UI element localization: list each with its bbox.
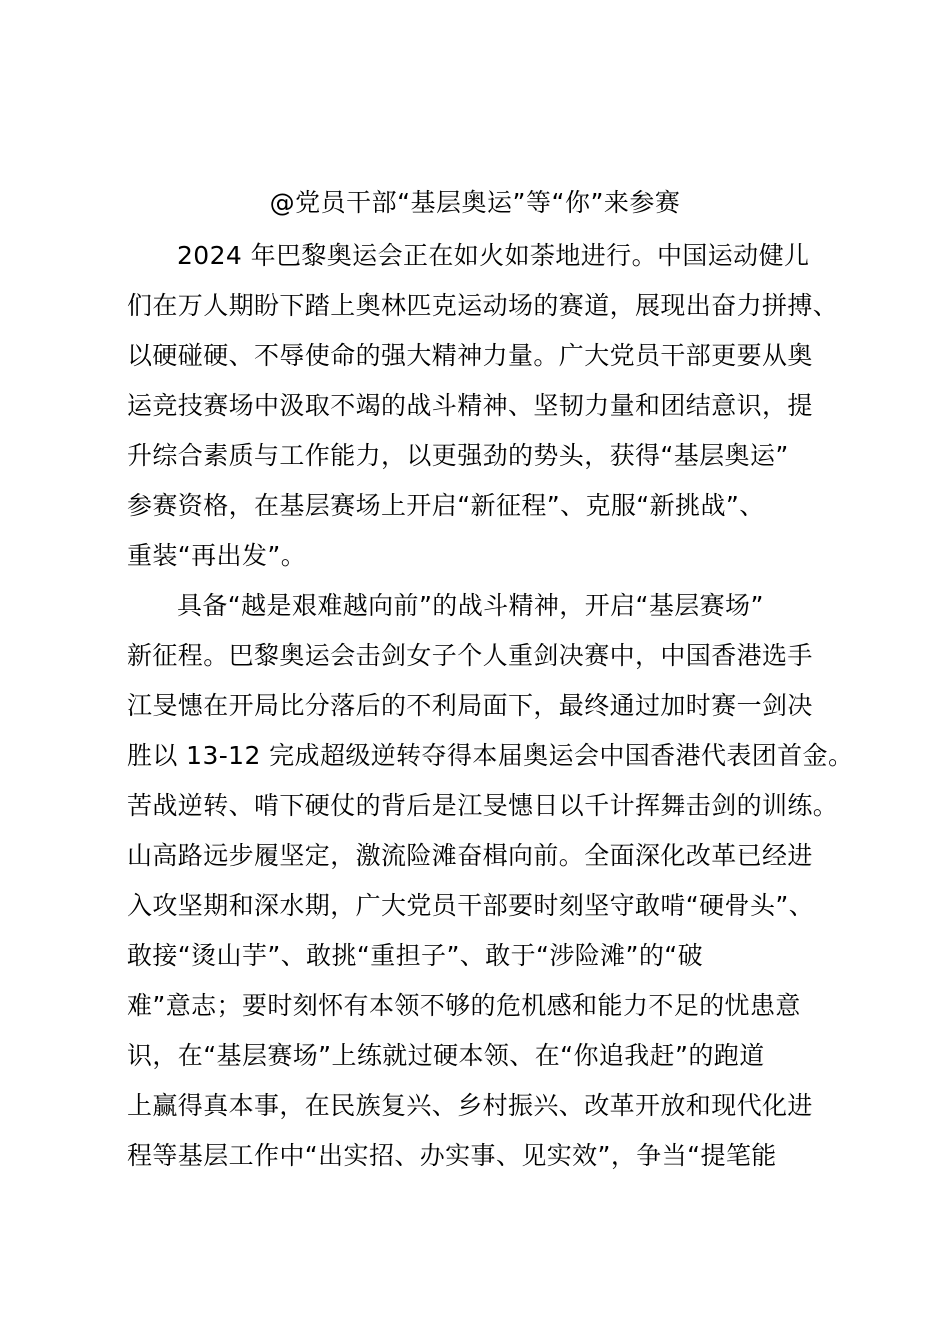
paragraph-line: 上赢得真本事，在民族复兴、乡村振兴、改革开放和现代化进 bbox=[127, 1091, 813, 1120]
paragraph-line: 山高路远步履坚定，激流险滩奋楫向前。全面深化改革已经进 bbox=[127, 841, 813, 870]
paragraph-line: 们在万人期盼下踏上奥林匹克运动场的赛道，展现出奋力拼搏、 bbox=[127, 291, 839, 320]
paragraph-line: 程等基层工作中“出实招、办实事、见实效”，争当“提笔能 bbox=[127, 1141, 777, 1170]
paragraph-line: 入攻坚期和深水期，广大党员干部要时刻坚守敢啃“硬骨头”、 bbox=[127, 891, 815, 920]
paragraph-line: 重装“再出发”。 bbox=[127, 541, 307, 570]
paragraph-line: 敢接“烫山芋”、敢挑“重担子”、敢于“涉险滩”的“破 bbox=[127, 941, 704, 970]
paragraph-line: 难”意志；要时刻怀有本领不够的危机感和能力不足的忧患意 bbox=[127, 991, 801, 1020]
paragraph-line: 升综合素质与工作能力，以更强劲的势头，获得“基层奥运” bbox=[127, 441, 789, 470]
paragraph-line: 苦战逆转、啃下硬仗的背后是江旻憓日以千计挥舞击剑的训练。 bbox=[127, 791, 839, 820]
paragraph-line: 江旻憓在开局比分落后的不利局面下，最终通过加时赛一剑决 bbox=[127, 691, 813, 720]
paragraph-line: 胜以 13-12 完成超级逆转夺得本届奥运会中国香港代表团首金。 bbox=[127, 741, 854, 770]
paragraph-line: 2024 年巴黎奥运会正在如火如荼地进行。中国运动健儿 bbox=[177, 241, 810, 270]
document-title: @党员干部“基层奥运”等“你”来参赛 bbox=[269, 188, 681, 217]
paragraph-line: 参赛资格，在基层赛场上开启“新征程”、克服“新挑战”、 bbox=[127, 491, 765, 520]
paragraph-line: 运竞技赛场中汲取不竭的战斗精神、坚韧力量和团结意识，提 bbox=[127, 391, 813, 420]
paragraph-line: 新征程。巴黎奥运会击剑女子个人重剑决赛中，中国香港选手 bbox=[127, 641, 813, 670]
paragraph-line: 以硬碰硬、不辱使命的强大精神力量。广大党员干部更要从奥 bbox=[127, 341, 813, 370]
paragraph-line: 具备“越是艰难越向前”的战斗精神，开启“基层赛场” bbox=[177, 591, 764, 620]
paragraph-line: 识，在“基层赛场”上练就过硬本领、在“你追我赶”的跑道 bbox=[127, 1041, 765, 1070]
